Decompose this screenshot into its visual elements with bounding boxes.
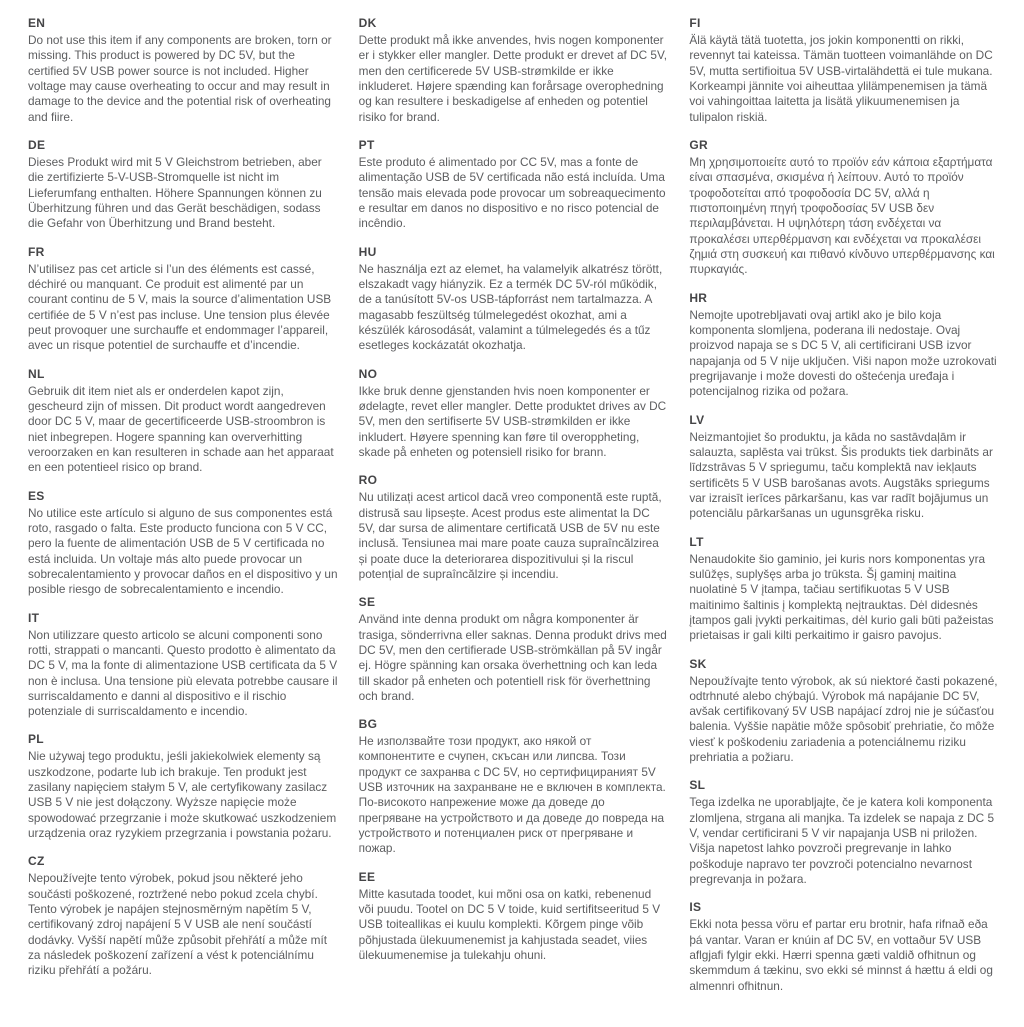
section-is <box>689 900 1000 994</box>
section-text-se: Använd inte denna produkt om några komponenter är trasiga, sönderrivna eller saknas. Denna produkt drivs med DC 5V, men den certifierade USB-strömkällan på 5V ingår ej. Högre spänning kan orsaka överhettning och kan leda till skador på enheten och potentiell risk för överhettning och brand. <box>358 612 667 703</box>
section-hr <box>689 291 1000 400</box>
section-fr <box>28 245 339 354</box>
section-text-lt: Nenaudokite šio gaminio, jei kuris nors komponentas yra sulūžęs, suplyšęs arba jo trūksta. Šį gaminį maitina nuolatinė 5 V įtampa, tačiau sertifikuotas 5 V USB maitinimo šaltinis į komplektą neįtrauktas. Dėl didesnės įtampos gali įvykti perkaitimas, dėl kurio gali būti pažeistas prietaisas ir gali kilti perkaitimo ir gaisro pavojus. <box>689 551 994 643</box>
section-de <box>28 138 339 232</box>
section-text-fr: N’utilisez pas cet article si l’un des éléments est cassé, déchiré ou manquant. Ce produit est alimenté par un courant continu de 5 V, mais la source d’alimentation USB certifiée de 5 V n’est pas incluse. Une tension plus élevée peut provoquer une surchauffe et endommager l’appareil, avec un risque potentiel de surchauffe et d’incendie. <box>28 261 332 353</box>
section-text-dk: Dette produkt må ikke anvendes, hvis nogen komponenter er i stykker eller mangler. Dette produkt er drevet af DC 5V, men den certificerede 5V USB-strømkilde er ikke inkluderet. Højere spænding kan forårsage overophedning og kan resultere i beskadigelse af enheden og potentiel risiko for brand. <box>358 33 668 124</box>
section-text-it: Non utilizzare questo articolo se alcuni componenti sono rotti, strappati o mancanti. Questo prodotto è alimentato da DC 5 V, ma la fonte di alimentazione USB certificata da 5 V non è inclusa. Una tensione più elevata potrebbe causare il surriscaldamento e danni al dispositivo e il rischio potenziale di surriscaldamento e incendio. <box>28 627 338 719</box>
section-heading-gr: GR <box>689 137 708 152</box>
section-text-hr: Nemojte upotrebljavati ovaj artikl ako je bilo koja komponenta slomljena, poderana ili nedostaje. Ovaj proizvod napaja se s DC 5 V, ali certificirani USB izvor napajanja od 5 V nije uključen. Viši napon može uzrokovati pregrijavanje i može dovesti do oštećenja uređaja i potencijalnog rizika od požara. <box>689 307 997 399</box>
section-heading-lt: LT <box>689 534 704 549</box>
section-text-pl: Nie używaj tego produktu, jeśli jakiekolwiek elementy są uszkodzone, podarte lub ich brakuje. Ten produkt jest zasilany napięciem stałym 5 V, ale certyfikowany zasilacz USB 5 V nie jest dołączony. Wyższe napięcie może spowodować przegrzanie i może skutkować uszkodzeniem urządzenia oraz ryzykiem przegrzania i powstania pożaru. <box>28 749 337 841</box>
section-heading-se: SE <box>358 595 376 610</box>
section-heading-fr: FR <box>28 244 45 259</box>
section-lt <box>689 535 1000 644</box>
section-nl <box>28 367 339 476</box>
section-text-ro: Nu utilizați acest articol dacă vreo componentă este ruptă, distrusă sau lipsește. Acest produs este alimentat la DC 5V, dar sursa de alimentare certificată USB de 5V nu este inclusă. Tensiunea mai mare poate cauza supraîncălzirea și poate duce la deteriorarea dispozitivului și la riscul potențial de supraîncălzire și incendiu. <box>358 490 662 581</box>
section-no <box>359 367 670 461</box>
section-sk <box>689 657 1000 766</box>
section-fi <box>689 16 1000 125</box>
section-se <box>359 595 670 704</box>
column-2 <box>359 16 670 1007</box>
section-lv <box>689 413 1000 522</box>
section-text-ee: Mitte kasutada toodet, kui mõni osa on katki, rebenenud või puudu. Tootel on DC 5 V toide, kuid sertifitseeritud 5 V USB toiteallikas ei kuulu komplekti. Kõrgem pinge võib põhjustada ülekuumenemist ja kahjustada seadet, viies ülekuumenemise ja tulekahju ohuni. <box>358 886 661 963</box>
section-pt <box>359 138 670 232</box>
section-dk <box>359 16 670 125</box>
section-gr <box>689 138 1000 278</box>
section-en <box>28 16 339 125</box>
section-heading-no: NO <box>358 366 378 381</box>
section-heading-ee: EE <box>358 869 376 884</box>
section-heading-de: DE <box>28 137 46 152</box>
section-it <box>28 611 339 720</box>
section-heading-sl: SL <box>689 778 706 793</box>
section-heading-es: ES <box>28 488 45 503</box>
section-heading-is: IS <box>689 900 702 915</box>
section-heading-cz: CZ <box>28 854 45 869</box>
section-heading-ro: RO <box>358 473 378 488</box>
section-text-sk: Nepoužívajte tento výrobok, ak sú niektoré časti pokazené, odtrhnuté alebo chýbajú. Výrobok má napájanie DC 5V, avšak certifikovaný 5V USB napájací zdroj nie je súčasťou balenia. Vyššie napätie môže spôsobiť prehriatie, čo môže viesť k poškodeniu zariadenia a potenciálnemu riziku prehriatia a požiaru. <box>689 673 998 765</box>
section-heading-en: EN <box>28 16 46 30</box>
section-heading-lv: LV <box>689 412 705 427</box>
section-heading-bg: BG <box>358 717 378 732</box>
section-ro <box>359 473 670 582</box>
section-es <box>28 489 339 598</box>
section-text-pt: Este produto é alimentado por CC 5V, mas a fonte de alimentação USB de 5V certificada não está incluída. Uma tensão mais elevada pode provocar um sobreaquecimento e resultar em danos no dispositivo e no risco potencial de incêndio. <box>358 154 666 231</box>
section-text-fi: Älä käytä tätä tuotetta, jos jokin komponentti on rikki, revennyt tai kateissa. Tämän tuotteen voimanlähde on DC 5V, mutta sertifioitua 5V USB-virtalähdettä ei tule mukana. Korkeampi jännite voi aiheuttaa ylilämpenemisen ja tämä voi vahingoittaa laitetta ja lisätä ylikuumenemisen ja tulipalon riskiä. <box>689 33 993 124</box>
section-bg <box>359 717 670 857</box>
section-text-hu: Ne használja ezt az elemet, ha valamelyik alkatrész törött, elszakadt vagy hiányzik. Ez a termék DC 5V-ról működik, de a tanúsított 5V-os USB-tápforrást nem tartalmazza. A magasabb feszültség túlmelegedést okozhat, ami a készülék károsodását, valamint a túlmelegedés és a tűz esetleges kockázatát okozhatja. <box>358 261 663 353</box>
section-heading-it: IT <box>28 610 40 625</box>
section-pl <box>28 732 339 841</box>
section-hu <box>359 245 670 354</box>
section-heading-sk: SK <box>689 656 707 671</box>
section-text-cz: Nepoužívejte tento výrobek, pokud jsou některé jeho součásti poškozené, roztržené nebo pokud zcela chybí. Tento výrobek je napájen stejnosměrným napětím 5 V, certifikovaný zdroj napájení 5 V USB ale není součástí dodávky. Vyšší napětí může způsobit přehřátí a může mít za následek poškození zařízení a vést k potenciálnímu riziku přehřátí a požáru. <box>28 871 327 978</box>
section-sl <box>689 778 1000 887</box>
section-text-nl: Gebruik dit item niet als er onderdelen kapot zijn, gescheurd zijn of missen. Dit product wordt aangedreven door DC 5 V, maar de gecertificeerde USB-stroombron is niet inbegrepen. Hogere spanning kan oververhitting veroorzaken en kan resulteren in schade aan het apparaat en een potentieel risico op brand. <box>28 383 334 475</box>
section-text-gr: Μη χρησιμοποιείτε αυτό το προϊόν εάν κάποια εξαρτήματα είναι σπασμένα, σκισμένα ή λείπουν. Αυτό το προϊόν τροφοδοτείται από τροφοδοσία DC 5V, αλλά η πιστοποιημένη πηγή τροφοδοσίας 5V USB δεν περιλαμβάνεται. Η υψηλότερη τάση ενδέχεται να προκαλέσει υπερθέρμανση και ενδέχεται να προκαλέσει ζημιά στη συσκευή και πιθανό κίνδυνο υπερθέρμανσης και πυρκαγιάς. <box>689 154 995 277</box>
section-text-es: No utilice este artículo si alguno de sus componentes está roto, rasgado o falta. Este producto funciona con 5 V CC, pero la fuente de alimentación USB de 5 V certificada no está incluida. Un voltaje más alto puede provocar un sobrecalentamiento y provocar daños en el dispositivo y un posible riesgo de sobrecalentamiento e incendio. <box>28 505 338 597</box>
column-3 <box>689 16 1000 1007</box>
section-ee <box>359 870 670 964</box>
section-text-en: Do not use this item if any components are broken, torn or missing. This product is powered by DC 5V, but the certified 5V USB power source is not included. Higher voltage may cause overheating to occur and may result in damage to the device and the potential risk of overheating and fiire. <box>28 33 332 124</box>
section-heading-pt: PT <box>358 137 375 152</box>
section-cz <box>28 854 339 978</box>
section-heading-fi: FI <box>689 16 701 30</box>
section-heading-dk: DK <box>358 16 377 30</box>
section-text-is: Ekki nota þessa vöru ef partar eru brotnir, hafa rifnað eða þá vantar. Varan er knúin af DC 5V, en vottaður 5V USB aflgjafi fylgir ekki. Hærri spenna gæti valdið ofhitnun og skemmdum á tækinu, svo ekki sé minnst á hættu á eldi og almennri ofhitnun. <box>689 917 993 993</box>
column-1 <box>28 16 339 1007</box>
section-heading-nl: NL <box>28 366 45 381</box>
section-text-bg: Не използвайте този продукт, ако някой от компонентите е счупен, скъсан или липсва. Този продукт се захранва с DC 5V, но сертифицираният 5V USB източник на захранване не е включен в комплекта. По-високото напрежение може да доведе до прегряване на устройството и да доведе до повреда на устройството и потенциален риск от прегряване и пожар. <box>358 734 666 856</box>
section-text-no: Ikke bruk denne gjenstanden hvis noen komponenter er ødelagte, revet eller mangler. Dette produktet drives av DC 5V, men den sertifiserte 5V USB-strømkilden er ikke inkludert. Høyere spenning kan føre til overoppheting, skade på enheten og potensiell risiko for brann. <box>358 383 667 459</box>
section-heading-pl: PL <box>28 732 44 747</box>
section-text-sl: Tega izdelka ne uporabljajte, če je katera koli komponenta zlomljena, strgana ali manjka. Ta izdelek se napaja z DC 5 V, vendar certificirani 5 V vir napajanja USB ni priložen. Višja napetost lahko povzroči pregrevanje in lahko poškoduje napravo ter povzroči potencialno nevarnost pregrevanja in požara. <box>689 795 995 887</box>
section-text-de: Dieses Produkt wird mit 5 V Gleichstrom betrieben, aber die zertifizierte 5-V-USB-Stromquelle ist nicht im Lieferumfang enthalten. Höhere Spannungen können zu Überhitzung führen und das Gerät beschädigen, sodass die Gefahr von Überhitzung und Brand besteht. <box>28 154 322 231</box>
section-text-lv: Neizmantojiet šo produktu, ja kāda no sastāvdaļām ir salauzta, saplēsta vai trūkst. Šis produkts tiek darbināts ar līdzstrāvas 5 V spriegumu, taču komplektā nav iekļauts sertificēts 5 V USB barošanas avots. Augstāks spriegums var izraisīt ierīces pārkaršanu, kas var radīt bojājumus un potenciālu pārkaršanas un ugunsgrēka risku. <box>689 429 993 521</box>
section-heading-hu: HU <box>358 244 377 259</box>
section-heading-hr: HR <box>689 290 708 305</box>
